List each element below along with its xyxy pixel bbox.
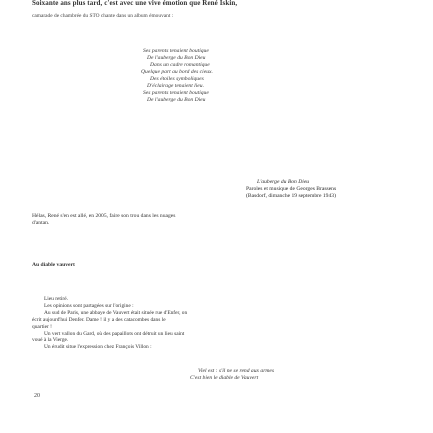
poem-line: Quelque part au bord des cieux. bbox=[141, 69, 213, 75]
poem-line: Ses parents tenaient boutique bbox=[143, 48, 209, 54]
body-line: écrit aujourd'hui Denfer. Dame ! il y a des catacombes dans le bbox=[32, 316, 166, 323]
header-sub bbox=[32, 13, 173, 20]
poem-line: D'éclairage tenaient lieu. bbox=[147, 83, 204, 89]
credit-date: (Basdorf, dimanche 19 septembre 1943) bbox=[246, 193, 336, 199]
body-line: Les opinions sont partagées sur l'origine : bbox=[44, 302, 134, 309]
body-line: Un érudit situe l'expression chez François Villon : bbox=[44, 344, 152, 351]
poem-line: De l'auberge du Bon Dieu bbox=[147, 97, 206, 103]
credit-authors: Paroles et musique de Georges Brassens bbox=[246, 186, 337, 192]
body-line: voué à la Vierge. bbox=[32, 337, 69, 344]
header-line-2: camarade de chambrée du STO chante dans un album émouvant : bbox=[32, 13, 174, 19]
body-line: quartier ! bbox=[32, 323, 52, 330]
paragraph-1 bbox=[32, 213, 402, 227]
poem-line: Des étoiles symboliques bbox=[150, 76, 204, 82]
header-block bbox=[0, 0, 433, 10]
body-line: Lieu retiré. bbox=[44, 296, 68, 302]
header-line-1: Soixante ans plus tard, c'est avec une vive émotion que René Iskin, bbox=[32, 0, 238, 7]
body-line: Un vert vallon du Gard, où des papaillots ont détruit un lieu saint bbox=[44, 330, 185, 337]
poem-line: De l'auberge du Bon Dieu bbox=[147, 55, 206, 61]
poem-line: Dans un cadre romantique bbox=[150, 62, 210, 68]
closing-line: C'est bien le diable de Vauvert bbox=[190, 375, 259, 381]
body-text bbox=[32, 296, 397, 351]
closing-line: Viel est : s'il ne se rend aux armes bbox=[198, 368, 275, 374]
credit-title: L'auberge du Bon Dieu bbox=[257, 179, 310, 185]
paragraph-line: Hélas, René s'en est allé, en 2005, faire son trou dans les nuages bbox=[32, 213, 176, 219]
body-line: Au sud de Paris, une abbaye de Vauvert était située rue d'Enfer, on bbox=[44, 309, 188, 316]
page-number: 20 bbox=[34, 393, 40, 399]
section-title: Au diable vauvert bbox=[32, 262, 75, 268]
paragraph-line: d'antan. bbox=[32, 219, 50, 226]
poem-line: Ses parents tenaient boutique bbox=[143, 90, 209, 96]
